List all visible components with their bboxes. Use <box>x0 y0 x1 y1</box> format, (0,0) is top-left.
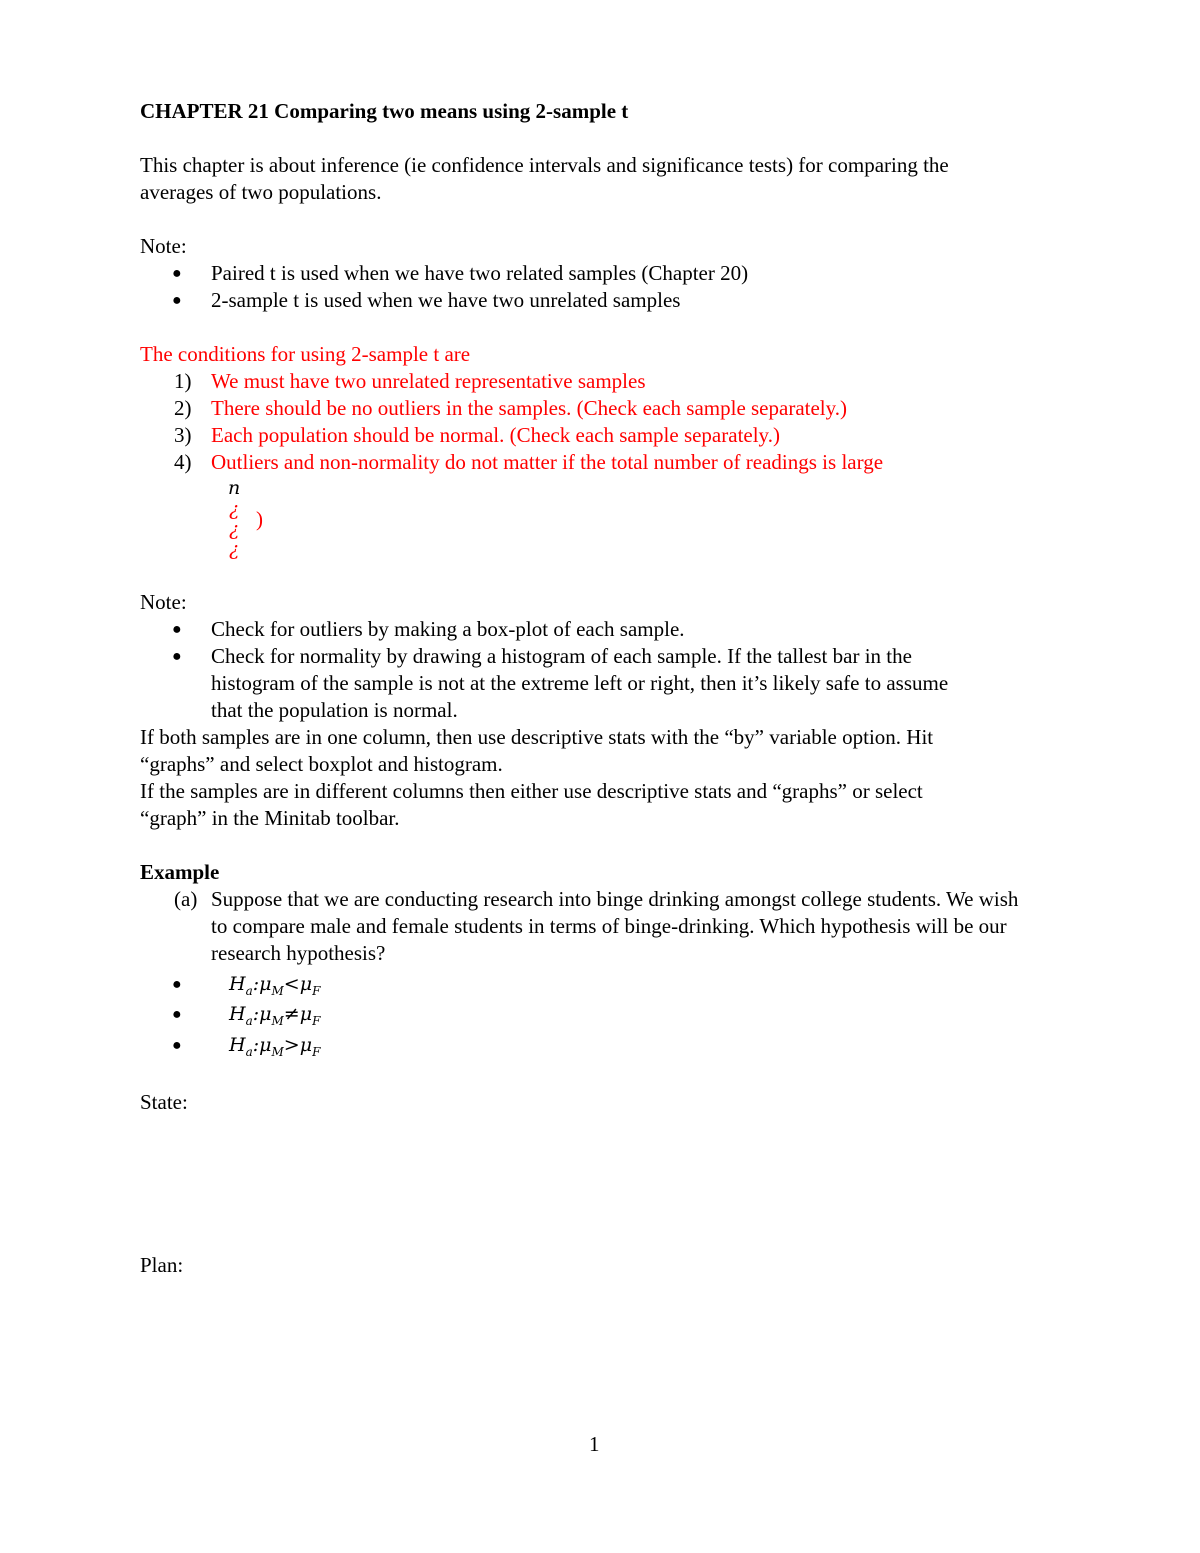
state-label: State: <box>140 1090 188 1114</box>
note-label: Note: <box>140 234 187 258</box>
condition-text: We must have two unrelated representative samples <box>211 369 646 393</box>
hyp-colon: : <box>252 1034 260 1056</box>
condition-number: 1) <box>174 369 192 393</box>
hypothesis-not-equal <box>229 1001 320 1030</box>
bullet-icon: ● <box>172 265 182 282</box>
bullet-icon: ● <box>172 621 182 638</box>
hyp-mu: μ <box>259 973 272 995</box>
example-part-text: research hypothesis? <box>211 941 386 965</box>
intro-line-2: averages of two populations. <box>140 180 382 204</box>
intro-line-1: This chapter is about inference (ie confidence intervals and significance tests) for comparing the <box>140 153 949 177</box>
formula-paren: ) <box>256 507 263 531</box>
paragraph-line: “graphs” and select boxplot and histogram. <box>140 752 503 776</box>
bullet-icon: ● <box>172 1037 182 1054</box>
hyp-subscript: F <box>312 1014 321 1028</box>
hyp-symbol: H <box>229 1034 246 1056</box>
hyp-subscript: F <box>312 1045 321 1059</box>
condition-text: There should be no outliers in the samples. (Check each sample separately.) <box>211 396 848 420</box>
page-number: 1 <box>589 1432 600 1456</box>
condition-text: Outliers and non-normality do not matter if the total number of readings is large <box>211 450 884 474</box>
hyp-subscript: a <box>245 1045 253 1059</box>
example-part-text: Suppose that we are conducting research into binge drinking amongst college students. We wish <box>211 887 1019 911</box>
paragraph-line: If both samples are in one column, then use descriptive stats with the “by” variable option. Hit <box>140 725 934 749</box>
hyp-subscript: M <box>271 1045 284 1059</box>
hyp-symbol: H <box>229 973 246 995</box>
hypothesis-greater <box>229 1032 320 1061</box>
paragraph-line: If the samples are in different columns then either use descriptive stats and “graphs” or select <box>140 779 923 803</box>
condition-number: 2) <box>174 396 192 420</box>
hyp-mu: μ <box>259 1003 272 1025</box>
bullet-icon: ● <box>172 292 182 309</box>
hyp-mu: μ <box>299 1003 313 1025</box>
example-part-label: (a) <box>174 887 198 911</box>
note-bullet-normality: histogram of the sample is not at the extreme left or right, then it’s likely safe to assume <box>211 671 949 695</box>
bullet-icon: ● <box>172 976 182 993</box>
hyp-mu: μ <box>259 1034 272 1056</box>
hyp-mu: μ <box>299 1034 313 1056</box>
paragraph-line: “graph” in the Minitab toolbar. <box>140 806 400 830</box>
conditions-heading: The conditions for using 2-sample t are <box>140 342 471 366</box>
hyp-colon: : <box>252 973 260 995</box>
hyp-subscript: F <box>312 984 321 998</box>
hyp-subscript: M <box>271 984 284 998</box>
hyp-operator: ≠ <box>283 1003 300 1025</box>
condition-number: 4) <box>174 450 192 474</box>
hypothesis-less <box>229 971 320 1000</box>
hyp-subscript: a <box>245 984 253 998</box>
hyp-operator: < <box>283 973 300 995</box>
chapter-title: CHAPTER 21 Comparing two means using 2-sample t <box>140 99 629 123</box>
condition-number: 3) <box>174 423 192 447</box>
example-part-text: to compare male and female students in terms of binge-drinking. Which hypothesis will be our <box>211 914 1007 938</box>
formula-glyph: ¿ <box>229 498 240 520</box>
plan-label: Plan: <box>140 1253 184 1277</box>
note-bullet-2sample: 2-sample t is used when we have two unrelated samples <box>211 288 681 312</box>
formula-n: n <box>228 477 241 499</box>
hyp-symbol: H <box>229 1003 246 1025</box>
note-bullet-paired: Paired t is used when we have two related samples (Chapter 20) <box>211 261 749 285</box>
note-bullet-normality: that the population is normal. <box>211 698 458 722</box>
formula-glyph: ¿ <box>229 538 240 560</box>
condition-text: Each population should be normal. (Check each sample separately.) <box>211 423 780 447</box>
bullet-icon: ● <box>172 648 182 665</box>
hyp-operator: > <box>283 1034 300 1056</box>
hyp-mu: μ <box>299 973 313 995</box>
hyp-subscript: M <box>271 1014 284 1028</box>
hyp-colon: : <box>252 1003 260 1025</box>
note-bullet-outliers: Check for outliers by making a box-plot of each sample. <box>211 617 685 641</box>
formula-glyph: ¿ <box>229 518 240 540</box>
note-label: Note: <box>140 590 187 614</box>
note-bullet-normality: Check for normality by drawing a histogram of each sample. If the tallest bar in the <box>211 644 912 668</box>
bullet-icon: ● <box>172 1006 182 1023</box>
example-heading: Example <box>140 860 220 884</box>
hyp-subscript: a <box>245 1014 253 1028</box>
